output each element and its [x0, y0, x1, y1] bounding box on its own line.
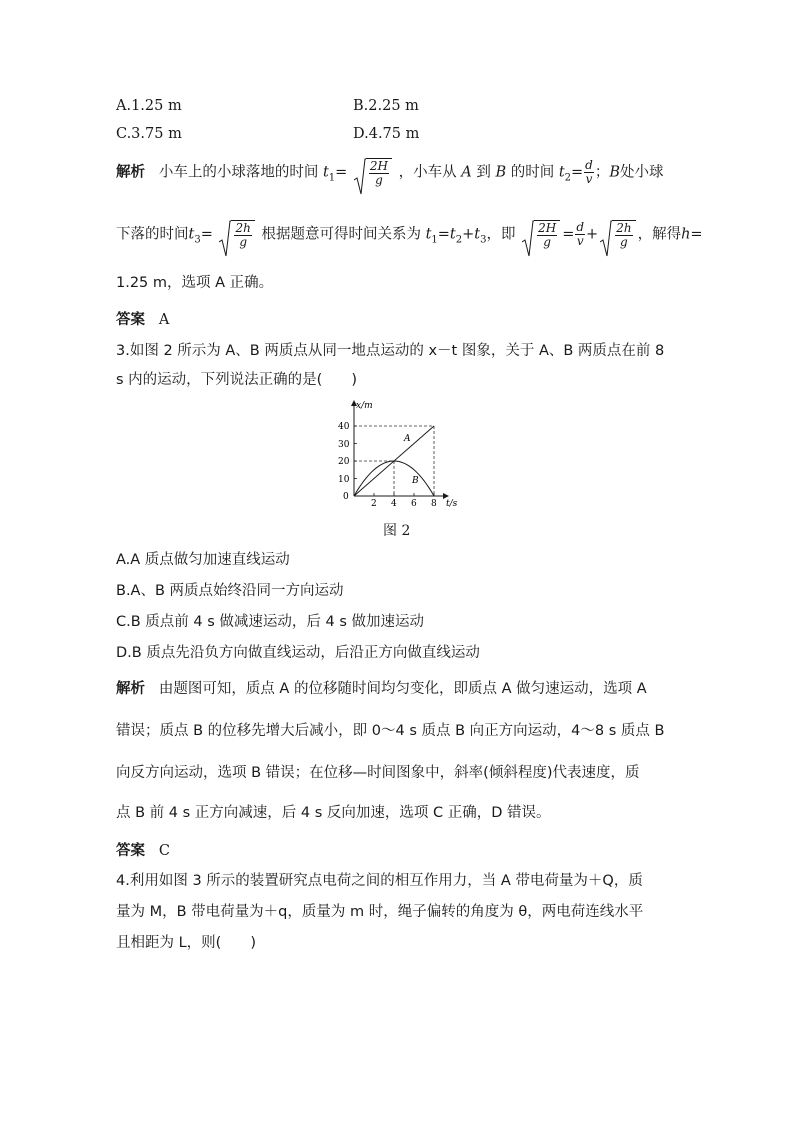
- solution-3-line-2: 错误；质点 B 的位移先增大后减小，即 0～4 s 质点 B 向正方向运动，4～8 s 质点 B: [116, 723, 665, 739]
- figure-2: [326, 397, 466, 519]
- solution-3-line-4: 点 B 前 4 s 正方向减速，后 4 s 反向加速，选项 C 正确，D 错误。: [116, 805, 551, 821]
- question-3-line-2: s 内的运动，下列说法正确的是( ): [116, 372, 357, 388]
- option-d: D.4.75 m: [353, 126, 420, 142]
- option-3d: D.B 质点先沿负方向做直线运动，后沿正方向做直线运动: [116, 645, 480, 661]
- solution-line-2: 下落的时间$t_3=$ $\frac{2h}{g}$ 根据题意可得时间关系为 $t_1=t_2+t_3$，即 $\frac{2H}{g}$ = $\frac{d}{v}$ + $\frac{2h}{g}$ ，解得h=: [116, 220, 703, 250]
- x-tick-4: 4: [391, 499, 397, 509]
- option-a: A.1.25 m: [116, 98, 182, 114]
- option-3a: A.A 质点做匀加速直线运动: [116, 552, 290, 568]
- origin-label: 0: [343, 492, 349, 502]
- option-b: B.2.25 m: [353, 98, 419, 114]
- y-axis-label: x/m: [356, 401, 373, 411]
- question-4-line-2: 量为 M，B 带电荷量为＋q，质量为 m 时，绳子偏转的角度为 θ，两电荷连线水平: [116, 904, 644, 920]
- option-3b: B.A、B 两质点始终沿同一方向运动: [116, 583, 344, 599]
- y-tick-30: 30: [338, 440, 350, 450]
- question-4-line-1: 4.利用如图 3 所示的装置研究点电荷之间的相互作用力，当 A 带电荷量为＋Q，质: [116, 873, 643, 889]
- figure-caption: 图 2: [383, 523, 411, 539]
- y-tick-labels: [338, 422, 350, 485]
- line-B-label: B: [412, 476, 419, 486]
- option-3c: C.B 质点前 4 s 做减速运动，后 4 s 做加速运动: [116, 614, 425, 630]
- x-tick-8: 8: [431, 499, 437, 509]
- y-tick-20: 20: [338, 457, 350, 467]
- x-tick-6: 6: [411, 499, 417, 509]
- option-c: C.3.75 m: [116, 126, 182, 142]
- question-4-line-3: 且相距为 L，则( ): [116, 935, 257, 951]
- sqrt-2H-g: $\frac{2H}{g}$: [354, 158, 392, 187]
- answer-q2: 答案 A: [116, 312, 170, 328]
- solution-label: 解析: [116, 164, 145, 181]
- solution-3-line-3: 向反方向运动，选项 B 错误；在位移—时间图象中，斜率(倾斜程度)代表速度，质: [116, 765, 640, 781]
- xt-graph: [326, 397, 466, 515]
- y-tick-10: 10: [338, 475, 350, 485]
- solution-line-1: 解析 小车上的小球落地的时间 $t_1=$ $\frac{2H}{g}$ ，小车从 A 到 B 的时间 $t_2=$ $\frac{d}{v}$ ；B处小球: [116, 158, 664, 188]
- x-axis-label: t/s: [446, 499, 458, 509]
- solution-line-3: 1.25 m，选项 A 正确。: [116, 275, 274, 291]
- y-tick-40: 40: [338, 422, 350, 432]
- question-3-line-1: 3.如图 2 所示为 A、B 两质点从同一地点运动的 x－t 图象，关于 A、B 两质点在前 8: [116, 343, 665, 359]
- solution-3-line-1: 解析 由题图可知，质点 A 的位移随时间均匀变化，即质点 A 做匀速运动，选项 A: [116, 681, 647, 697]
- x-tick-labels: [371, 499, 437, 509]
- x-tick-2: 2: [371, 499, 377, 509]
- answer-q3: 答案 C: [116, 843, 170, 859]
- line-A-label: A: [404, 434, 411, 444]
